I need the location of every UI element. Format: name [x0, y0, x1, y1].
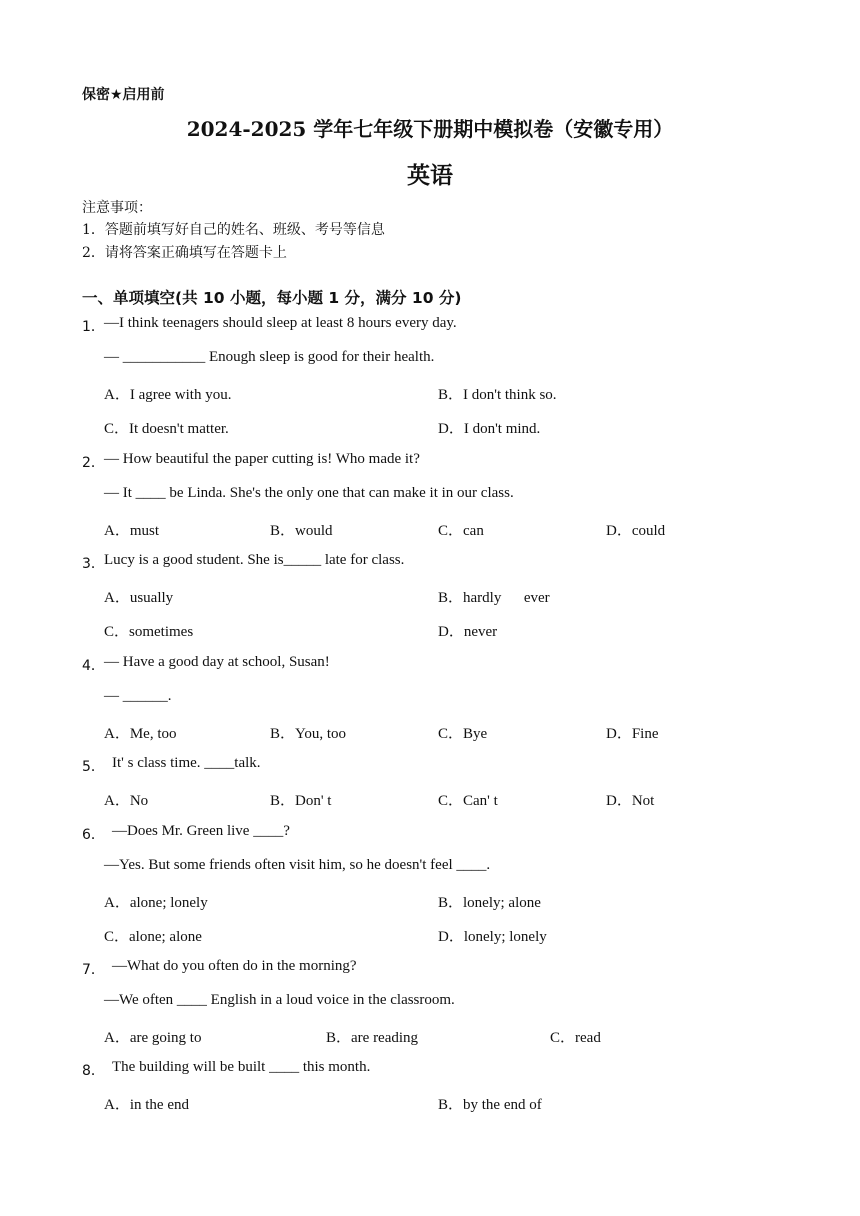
option-b[interactable]: B．would	[270, 523, 333, 539]
question-text: —We often ____ English in a loud voice in the classroom.	[104, 992, 455, 1008]
option-b[interactable]: B．I don't think so.	[438, 387, 557, 403]
question-text: —Does Mr. Green live ____?	[112, 823, 290, 839]
question-number: 8．	[82, 1063, 105, 1079]
option-a[interactable]: A．I agree with you.	[104, 387, 232, 403]
option-c[interactable]: C．sometimes	[104, 624, 194, 640]
option-a[interactable]: A．Me, too	[104, 726, 177, 742]
option-c[interactable]: C．Bye	[438, 726, 488, 742]
option-b[interactable]: B．lonely; alone	[438, 895, 541, 911]
question-text: — How beautiful the paper cutting is! Who made it?	[104, 451, 420, 467]
question-text: The building will be built ____ this month.	[112, 1059, 371, 1075]
option-a[interactable]: A．No	[104, 793, 149, 809]
subject-title: 英语	[407, 163, 453, 189]
question-text: — Have a good day at school, Susan!	[104, 654, 330, 670]
option-a[interactable]: A．must	[104, 523, 160, 539]
question-text: —What do you often do in the morning?	[112, 958, 357, 974]
confidential-label: 保密★启用前	[82, 87, 165, 103]
question-number: 3．	[82, 556, 105, 572]
option-a[interactable]: A．are going to	[104, 1030, 202, 1046]
note-item: 1．答题前填写好自己的姓名、班级、考号等信息	[82, 222, 385, 238]
option-b[interactable]: B．are reading	[326, 1030, 419, 1046]
option-a[interactable]: A．in the end	[104, 1097, 189, 1113]
question-number: 7．	[82, 962, 105, 978]
option-b[interactable]: B．You, too	[270, 726, 347, 742]
question-text: — It ____ be Linda. She's the only one that can make it in our class.	[104, 485, 514, 501]
option-b[interactable]: B．by the end of	[438, 1097, 542, 1113]
question-number: 4．	[82, 658, 105, 674]
option-c[interactable]: C．alone; alone	[104, 929, 202, 945]
option-d[interactable]: D．Fine	[606, 726, 659, 742]
option-c[interactable]: C．Can' t	[438, 793, 498, 809]
question-text: Lucy is a good student. She is_____ late for class.	[104, 552, 405, 568]
option-d[interactable]: D．lonely; lonely	[438, 929, 547, 945]
exam-title: 2024-2025 学年七年级下册期中模拟卷（安徽专用）	[186, 117, 674, 141]
question-number: 1．	[82, 319, 105, 335]
note-item: 2．请将答案正确填写在答题卡上	[82, 245, 287, 261]
question-number: 6．	[82, 827, 105, 843]
option-d[interactable]: D．never	[438, 624, 498, 640]
option-b[interactable]: B．Don' t	[270, 793, 332, 809]
question-text: —I think teenagers should sleep at least 8 hours every day.	[104, 315, 457, 331]
option-b[interactable]: B．hardly ever	[438, 590, 550, 606]
option-d[interactable]: D．Not	[606, 793, 655, 809]
option-a[interactable]: A．usually	[104, 590, 174, 606]
notes-heading: 注意事项：	[82, 200, 152, 216]
question-text: — ______.	[104, 688, 172, 704]
question-text: — ___________ Enough sleep is good for their health.	[104, 349, 435, 365]
question-number: 5．	[82, 759, 105, 775]
section-title: 一、单项填空(共 10 小题，每小题 1 分，满分 10 分)	[82, 289, 462, 307]
question-text: It' s class time. ____talk.	[112, 755, 261, 771]
option-d[interactable]: D．could	[606, 523, 666, 539]
option-c[interactable]: C．read	[550, 1030, 601, 1046]
question-text: —Yes. But some friends often visit him, so he doesn't feel ____.	[104, 857, 491, 873]
option-c[interactable]: C．It doesn't matter.	[104, 421, 229, 437]
option-d[interactable]: D．I don't mind.	[438, 421, 541, 437]
option-a[interactable]: A．alone; lonely	[104, 895, 208, 911]
question-number: 2．	[82, 455, 105, 471]
option-c[interactable]: C．can	[438, 523, 484, 539]
